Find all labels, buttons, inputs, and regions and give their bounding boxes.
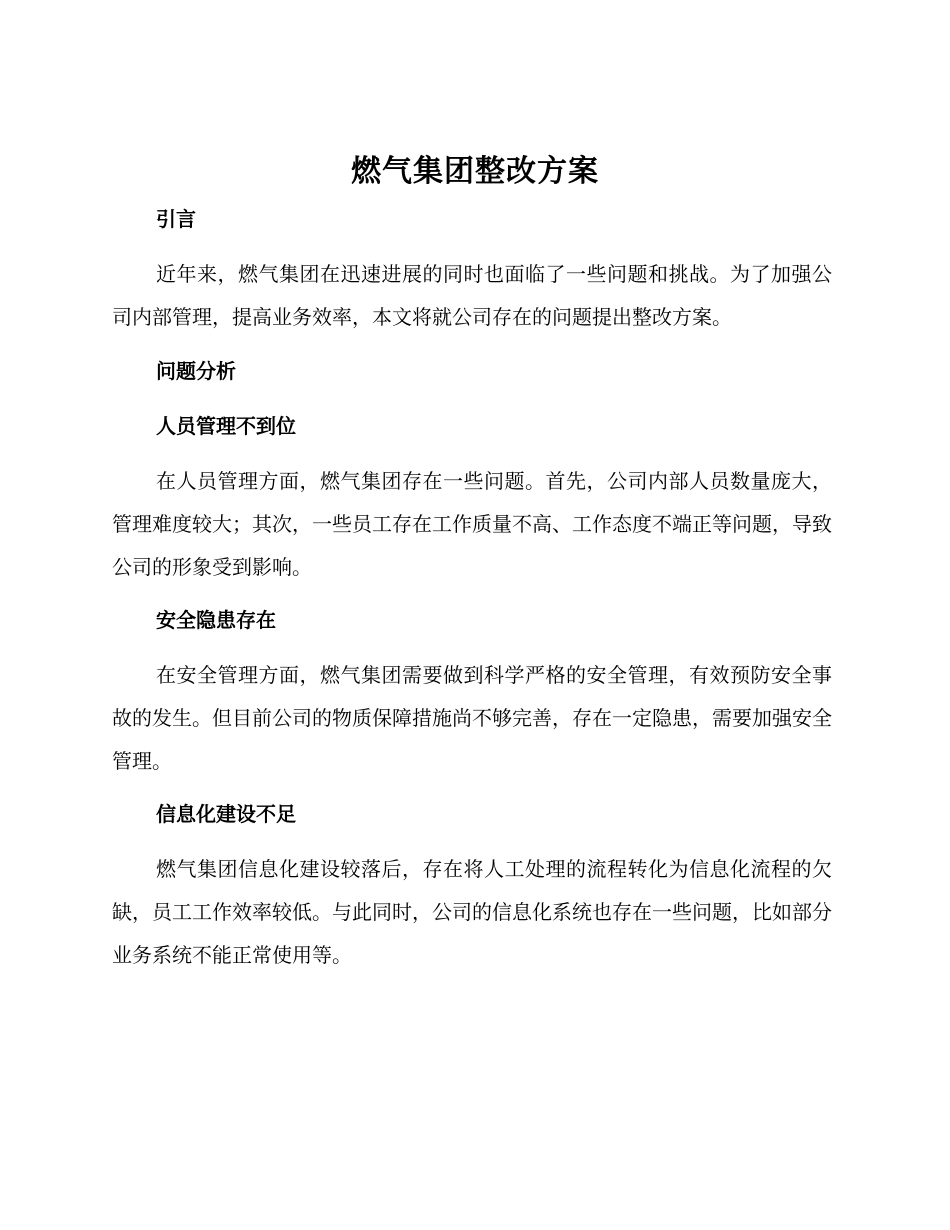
paragraph-personnel: 在人员管理方面，燃气集团存在一些问题。首先，公司内部人员数量庞大，管理难度较大；其次，一些员工存在工作质量不高、工作态度不端正等问题，导致公司的形象受到影响。 bbox=[112, 469, 832, 579]
section-heading-personnel: 人员管理不到位 bbox=[156, 414, 296, 438]
paragraph-intro: 近年来，燃气集团在迅速进展的同时也面临了一些问题和挑战。为了加强公司内部管理，提高业务效率，本文将就公司存在的问题提出整改方案。 bbox=[112, 262, 832, 329]
section-heading-informatization: 信息化建设不足 bbox=[156, 802, 296, 826]
paragraph-informatization: 燃气集团信息化建设较落后，存在将人工处理的流程转化为信息化流程的欠缺，员工工作效率较低。与此同时，公司的信息化系统也存在一些问题，比如部分业务系统不能正常使用等。 bbox=[112, 857, 832, 967]
section-heading-safety: 安全隐患存在 bbox=[156, 608, 276, 632]
paragraph-safety: 在安全管理方面，燃气集团需要做到科学严格的安全管理，有效预防安全事故的发生。但目前公司的物质保障措施尚不够完善，存在一定隐患，需要加强安全管理。 bbox=[112, 663, 832, 773]
section-heading-problem-analysis: 问题分析 bbox=[156, 359, 236, 383]
document-title: 燃气集团整改方案 bbox=[351, 154, 599, 189]
section-heading-intro: 引言 bbox=[156, 207, 196, 231]
